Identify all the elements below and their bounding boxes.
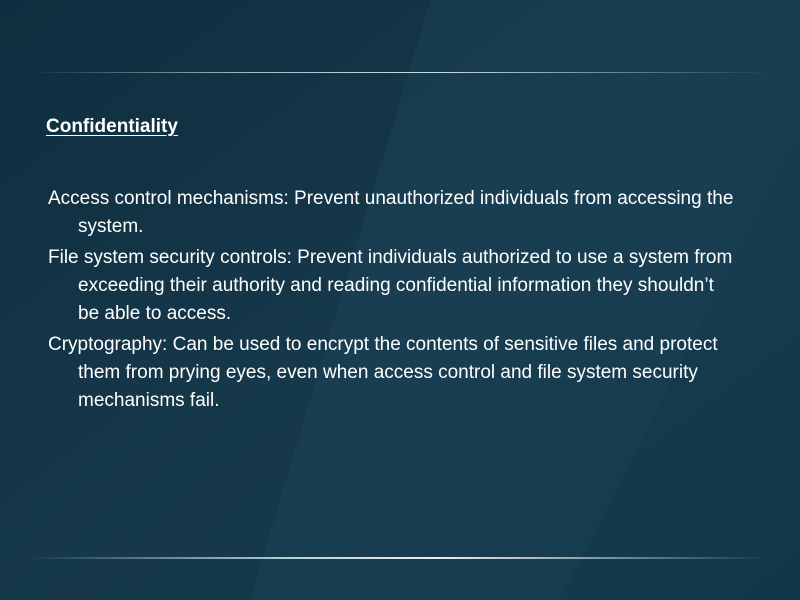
bullet-list [48,185,738,418]
bullet-item: Access control mechanisms: Prevent unauthorized individuals from accessing the system. [48,188,734,237]
bullet-item: Cryptography: Can be used to encrypt the contents of sensitive files and protect them from prying eyes, even when access control and file system security mechanisms fail. [48,334,718,411]
top-divider [30,72,770,73]
bullet-item: File system security controls: Prevent individuals authorized to use a system from exceeding their authority and reading confidential information they shouldn’t be able to access. [48,247,733,324]
slide-heading: Confidentiality [46,116,178,137]
bottom-divider [30,557,770,559]
